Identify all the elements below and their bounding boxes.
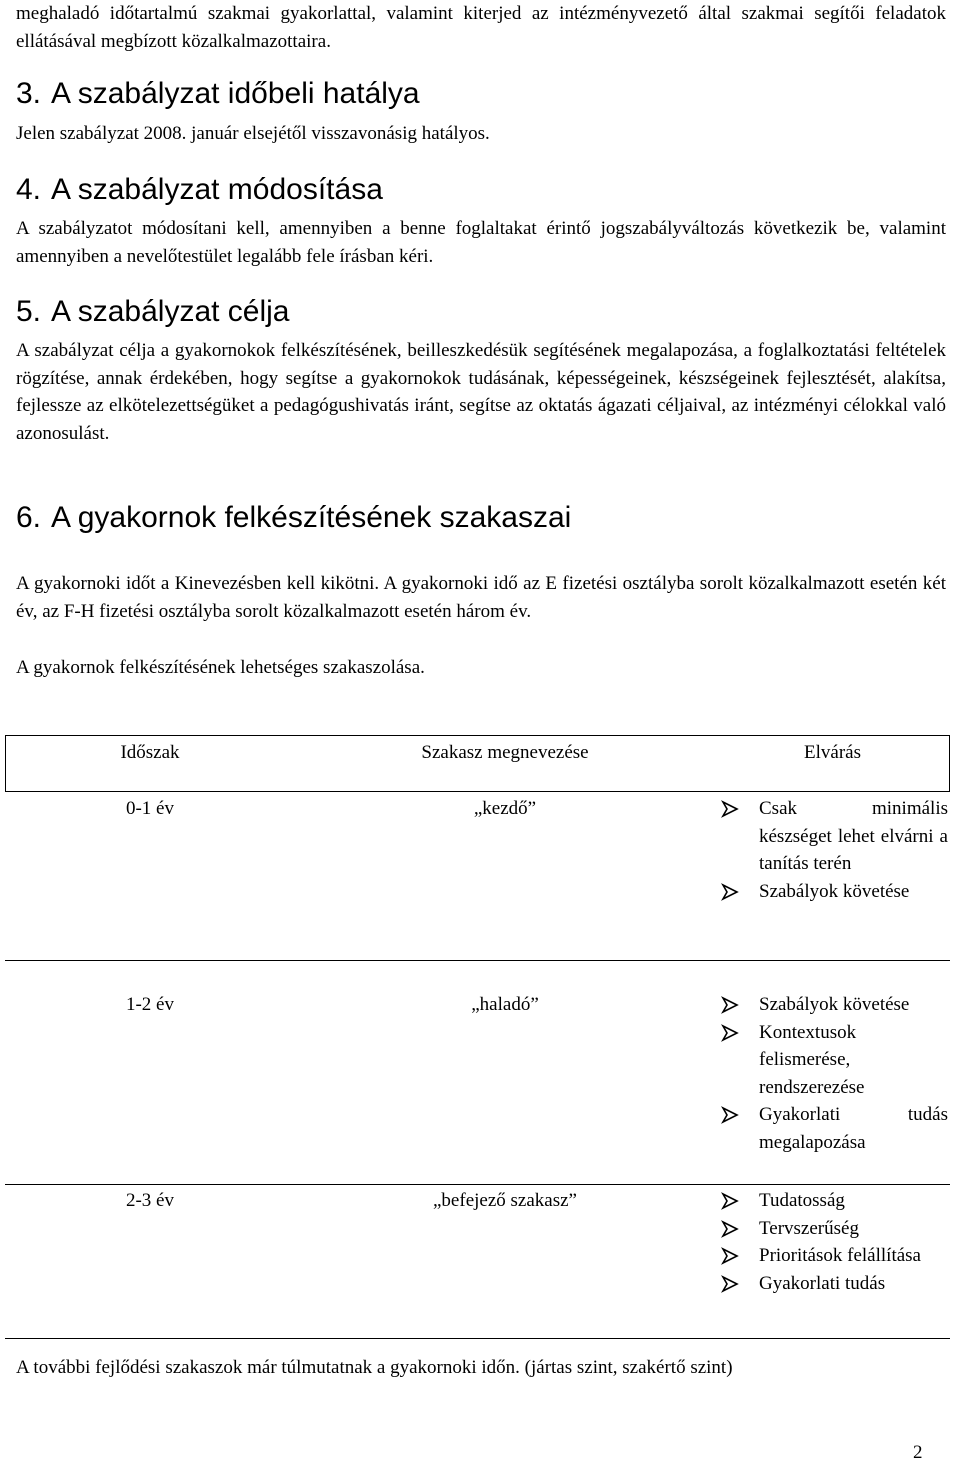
row-2-expectations [717, 991, 948, 1156]
expectation-text: Szabályok követése [759, 994, 910, 1015]
intro-paragraph: meghaladó időtartalmú szakmai gyakorlattal, valamint kiterjed az intézményvezető által szakmai segítői feladatok ellátásával megbízott közalkalmazottaira. [16, 3, 946, 52]
section-5-text: A szabályzat célja a gyakornokok felkészítésének, beilleszkedésük segítésének megalapozása, a foglalkoztatási feltételek rögzítése, annak érdekében, hogy segítse a gyakornokok tudásának, képességeinek, készségeinek fejlesztését, alakítsa, fejlessze az elkötelezettségüket a pedagógushivatás iránt, segítse az oktatás ágazati céljaival, az intézményi célokkal való azonosulást. [16, 340, 946, 444]
expectation-text: Kontextusok felismerése, rendszerezése [759, 1021, 865, 1098]
section-4-heading [16, 172, 383, 208]
table-border-bottom [5, 1338, 950, 1339]
arrow-bullet-icon [721, 1024, 739, 1042]
row-2-stage: „haladó” [471, 994, 539, 1015]
row-3-expectations [717, 1187, 948, 1297]
footer-paragraph: A további fejlődési szakaszok már túlmutatnak a gyakornoki időn. (jártas szint, szakértő szint) [16, 1357, 733, 1378]
table-border-row1-bottom [5, 960, 950, 961]
section-6-number: 6. [16, 501, 42, 534]
expectation-text: Gyakorlati tudás megalapozása [759, 1104, 948, 1153]
section-6-heading [16, 500, 571, 536]
row-3-period: 2-3 év [125, 1190, 174, 1211]
section-3-title: A szabályzat időbeli hatálya [51, 77, 420, 110]
expectation-text: Tervszerűség [759, 1217, 859, 1239]
expectation-item [717, 1187, 948, 1215]
expectation-item [717, 1101, 948, 1156]
expectation-item [717, 795, 948, 878]
expectation-text: Tudatosság [759, 1190, 845, 1211]
row-2-period: 1-2 év [125, 994, 174, 1015]
expectation-item [717, 991, 948, 1019]
expectation-text: Csak minimális készséget lehet elvárni a tanítás terén [759, 798, 948, 874]
arrow-bullet-icon [721, 996, 739, 1014]
section-4-title: A szabályzat módosítása [51, 173, 383, 206]
table-border-header-bottom [5, 791, 950, 792]
arrow-bullet-icon [721, 1247, 739, 1265]
row-1-expectations [717, 795, 948, 905]
expectation-item [717, 1242, 948, 1270]
section-3-number: 3. [16, 77, 42, 110]
section-3-heading [16, 76, 420, 112]
section-6-text-2: A gyakornok felkészítésének lehetséges szakaszolása. [16, 657, 425, 678]
row-1-period: 0-1 év [125, 798, 174, 819]
section-3-text: Jelen szabályzat 2008. január elsejétől visszavonásig hatályos. [16, 123, 490, 144]
page-number: 2 [913, 1442, 923, 1463]
row-1-stage: „kezdő” [473, 798, 537, 819]
table-border-top [5, 735, 950, 736]
section-5-heading [16, 294, 290, 330]
expectation-text: Prioritások felállítása [759, 1245, 921, 1266]
expectation-item [717, 878, 948, 906]
section-4-number: 4. [16, 173, 42, 206]
section-6-text: A gyakornoki időt a Kinevezésben kell kikötni. A gyakornoki idő az E fizetési osztályba sorolt közalkalmazott esetén két év, az F-H fizetési osztályba sorolt közalkalmazott esetén három év. [16, 573, 946, 622]
section-6-title: A gyakornok felkészítésének szakaszai [51, 501, 572, 534]
arrow-bullet-icon [721, 1220, 739, 1238]
header-expectation: Elvárás [804, 742, 861, 763]
arrow-bullet-icon [721, 1106, 739, 1124]
arrow-bullet-icon [721, 800, 739, 818]
arrow-bullet-icon [721, 1192, 739, 1210]
section-4-text: A szabályzatot módosítani kell, amennyiben a benne foglaltakat érintő jogszabályváltozás következik be, valamint amennyiben a nevelőtestület legalább fele írásban kéri. [16, 218, 946, 267]
expectation-text: Szabályok követése [759, 880, 910, 902]
header-period: Időszak [120, 742, 180, 763]
expectation-item [717, 1019, 948, 1102]
expectation-item [717, 1270, 948, 1298]
section-5-title: A szabályzat célja [51, 295, 290, 328]
arrow-bullet-icon [721, 1275, 739, 1293]
expectation-item [717, 1215, 948, 1243]
row-3-stage: „befejező szakasz” [433, 1190, 577, 1211]
arrow-bullet-icon [721, 883, 739, 901]
stage-table [5, 735, 950, 1339]
expectation-text: Gyakorlati tudás [759, 1272, 886, 1294]
table-border-row2-bottom [5, 1184, 950, 1185]
section-5-number: 5. [16, 295, 42, 328]
table-border-right [949, 735, 950, 792]
header-stage: Szakasz megnevezése [421, 742, 589, 763]
